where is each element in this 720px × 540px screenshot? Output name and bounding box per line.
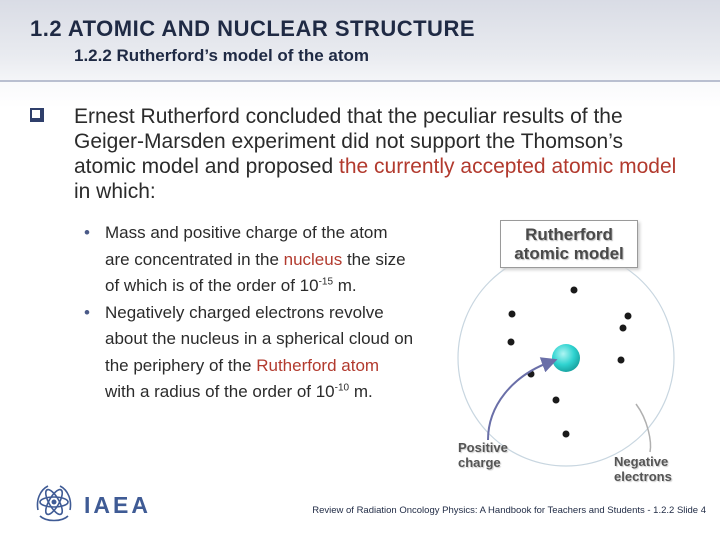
electron	[618, 357, 625, 364]
sub-bullet-text: Negatively charged electrons revolve about the nucleus in a spherical cloud on the periphery of the	[105, 302, 414, 375]
iaea-logo	[30, 480, 160, 528]
rutherford-atom-figure	[440, 210, 710, 500]
iaea-wordmark: IAEA	[84, 492, 151, 518]
unit: m.	[349, 382, 373, 401]
sub-bullet-highlight: Rutherford atom	[256, 355, 380, 375]
figure-title-line1: Rutherford	[525, 225, 613, 244]
iaea-emblem-icon	[30, 480, 78, 528]
bullet-dot-icon: •	[84, 223, 90, 242]
unit: m.	[333, 276, 357, 295]
slide-title: 1.2 ATOMIC AND NUCLEAR STRUCTURE	[30, 16, 476, 41]
negative-electrons-arrow	[636, 404, 650, 452]
electron	[625, 313, 632, 320]
figure-title-box	[500, 220, 638, 268]
main-text-after: in which:	[74, 180, 156, 203]
bullet-dot-icon: •	[84, 302, 90, 322]
main-text-before: Ernest Rutherford concluded that the peculiar results of the Geiger-Marsden experiment did not support the Thomson’s atomic model and proposed	[74, 105, 624, 178]
sub-bullet-text: Mass and positive charge of the atom are concentrated in the	[105, 223, 388, 269]
electron	[571, 287, 578, 294]
exponent: -10	[334, 382, 350, 394]
sub-bullet-text: the size of which is of the order of 10	[105, 249, 406, 295]
negative-electrons-label: Negative electrons	[614, 454, 672, 484]
positive-charge-arrow	[488, 362, 550, 440]
slide-subtitle: 1.2.2 Rutherford’s model of the atom	[74, 46, 370, 65]
electron	[620, 325, 627, 332]
electron	[563, 431, 570, 438]
main-bullet-text	[74, 104, 690, 204]
sub-bullet-item	[84, 220, 414, 300]
sub-bullet-item	[84, 300, 414, 406]
sub-bullet-list	[84, 220, 414, 406]
electron	[553, 397, 560, 404]
nucleus	[552, 344, 580, 372]
sub-bullet-highlight: nucleus	[283, 249, 343, 269]
header-divider	[0, 80, 720, 82]
exponent: -15	[318, 276, 334, 288]
footer-text: Review of Radiation Oncology Physics: A Handbook for Teachers and Students - 1.2.2 Slide 4	[312, 505, 706, 516]
checkbox-bullet-icon	[30, 108, 44, 122]
positive-charge-label: Positive charge	[458, 440, 508, 470]
figure-title-line2: atomic model	[514, 244, 624, 263]
main-text-highlight: the currently accepted atomic model	[339, 155, 677, 178]
main-bullet	[30, 104, 690, 204]
sub-bullet-text: with a radius of the order of 10	[105, 382, 335, 401]
